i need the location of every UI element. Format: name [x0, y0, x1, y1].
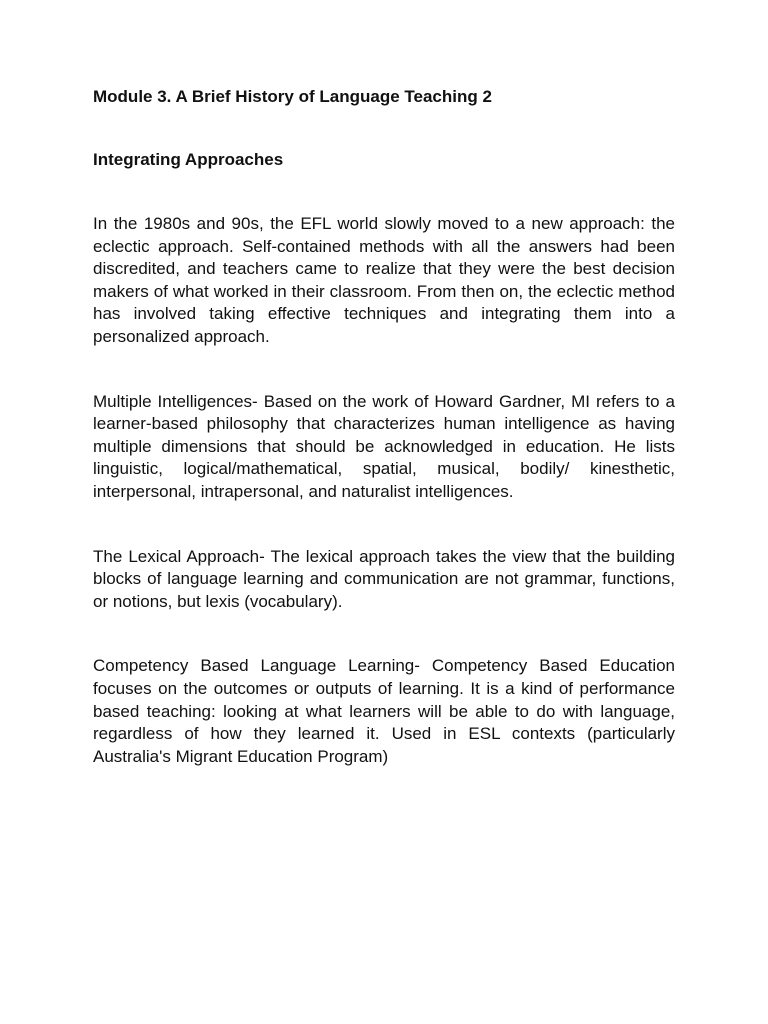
paragraph-eclectic-approach: In the 1980s and 90s, the EFL world slowly moved to a new approach: the eclectic approach. Self-contained methods with all the answers had been discredited, and teachers came to realize that they were the best decision makers of what worked in their classroom. From then on, the eclectic method has involved taking effective techniques and integrating them into a personalized approach.: [93, 214, 675, 346]
paragraph-multiple-intelligences: Multiple Intelligences- Based on the work of Howard Gardner, MI refers to a learner-based philosophy that characterizes human intelligence as having multiple dimensions that should be acknowledged in education. He lists linguistic, logical/mathematical, spatial, musical, bodily/ kinesthetic, interpersonal, intrapersonal, and naturalist intelligences.: [93, 391, 675, 501]
paragraph-lexical-approach: The Lexical Approach- The lexical approach takes the view that the building blocks of language learning and communication are not grammar, functions, or notions, but lexis (vocabulary).: [93, 546, 675, 611]
document-page: [93, 86, 675, 768]
section-heading: Integrating Approaches: [93, 150, 284, 169]
paragraph-competency-based: Competency Based Language Learning- Competency Based Education focuses on the outcomes or outputs of learning. It is a kind of performance based teaching: looking at what learners will be able to do with language, regardless of how they learned it. Used in ESL contexts (particularly Australia's Migrant Education Program): [93, 656, 675, 766]
document-title: Module 3. A Brief History of Language Teaching 2: [93, 87, 492, 106]
